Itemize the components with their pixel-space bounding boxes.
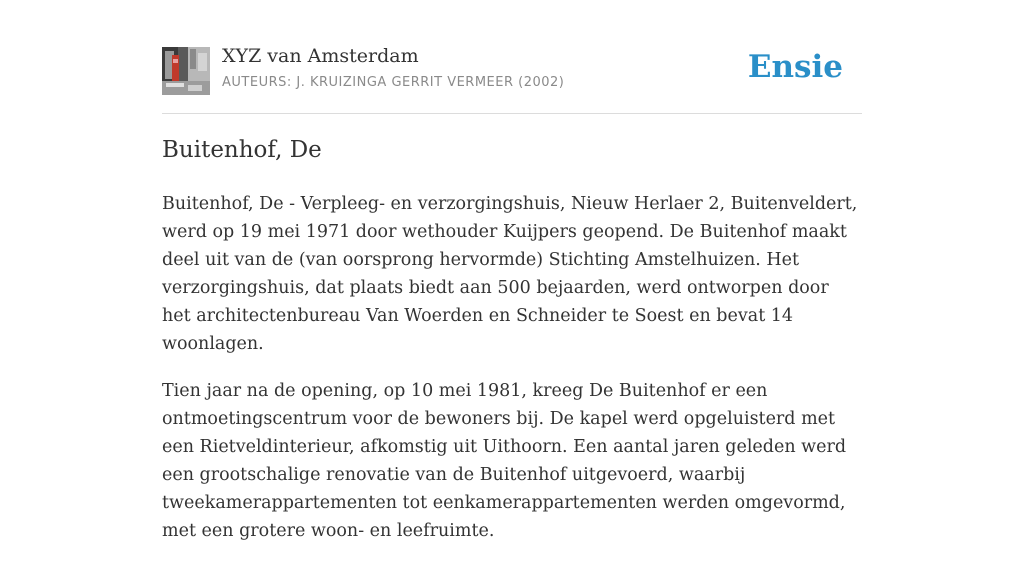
avatar-photo-icon xyxy=(162,47,210,95)
article-paragraph-2: Tien jaar na de opening, op 10 mei 1981, kreeg De Buitenhof er een ontmoetingscentrum voor de bewoners bij. De kapel werd opgeluisterd met een Rietveldinterieur, afkomstig uit Uithoorn. Een aantal jaren geleden werd een grootschalige renovatie van de Buitenhof uitgevoerd, waarbij tweekamerappartementen tot eenkamerappartementen werden omgevormd, met een grotere woon- en leefruimte. xyxy=(162,381,847,541)
brand-logo[interactable]: Ensie xyxy=(747,49,843,85)
source-authors: AUTEURS: J. KRUIZINGA GERRIT VERMEER (2002) xyxy=(222,75,565,90)
article-paragraph-1: Buitenhof, De - Verpleeg- en verzorgingshuis, Nieuw Herlaer 2, Buitenveldert, werd op 19 mei 1971 door wethouder Kuijpers geopend. De Buitenhof maakt deel uit van de (van oorsprong hervormde) Stichting Amstelhuizen. Het verzorgingshuis, dat plaats biedt aan 500 bejaarden, werd ontworpen door het architectenbureau Van Woerden en Schneider te Soest en bevat 14 woonlagen. xyxy=(162,194,858,354)
source-avatar[interactable] xyxy=(162,47,210,95)
article-body xyxy=(162,190,862,564)
content-container xyxy=(162,0,862,541)
article-title: Buitenhof, De xyxy=(162,137,322,163)
source-header xyxy=(162,0,862,114)
source-name[interactable]: XYZ van Amsterdam xyxy=(222,45,419,67)
